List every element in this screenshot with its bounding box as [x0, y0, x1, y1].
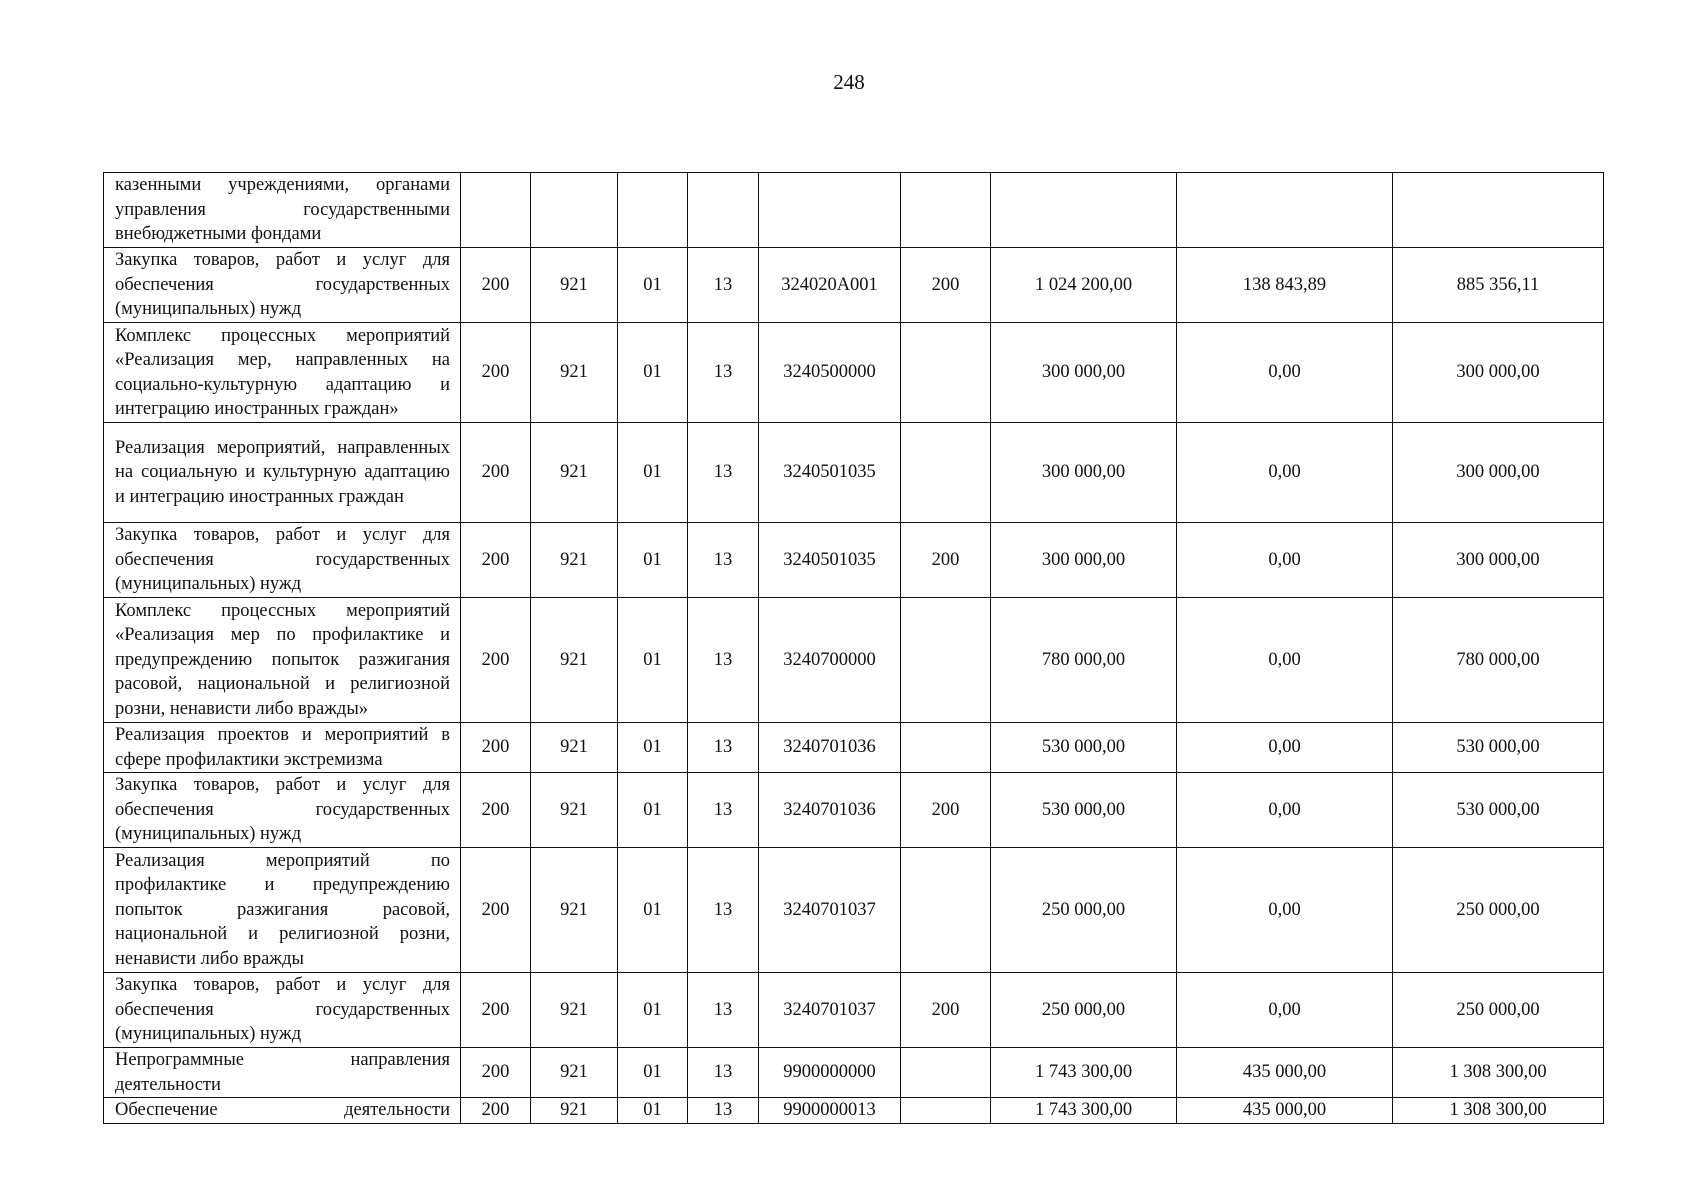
expense-type-cell: 200	[901, 973, 991, 1048]
expense-type-cell	[901, 1098, 991, 1124]
admin-code-cell: 921	[531, 973, 618, 1048]
table-row	[104, 598, 1604, 723]
amount-executed-cell: 0,00	[1177, 523, 1393, 598]
admin-code-cell: 921	[531, 848, 618, 973]
table-row	[104, 973, 1604, 1048]
amount-planned-cell: 780 000,00	[991, 598, 1177, 723]
item-name-cell: Закупка товаров, работ и услуг для обеспечения государственных (муниципальных) нужд	[104, 523, 461, 598]
section-code-cell: 01	[618, 973, 688, 1048]
target-article-cell: 3240701037	[759, 973, 901, 1048]
amount-executed-cell: 0,00	[1177, 848, 1393, 973]
amount-planned-cell: 300 000,00	[991, 523, 1177, 598]
subsection-code-cell: 13	[688, 1048, 759, 1098]
amount-remaining-cell	[1393, 173, 1604, 248]
item-name-cell: Реализация мероприятий, направленных на социальную и культурную адаптацию и интеграцию иностранных граждан	[104, 423, 461, 523]
amount-executed-cell: 0,00	[1177, 598, 1393, 723]
amount-remaining-cell: 885 356,11	[1393, 248, 1604, 323]
expense-type-cell	[901, 173, 991, 248]
amount-planned-cell: 300 000,00	[991, 423, 1177, 523]
expense-type-cell	[901, 323, 991, 423]
section-code-cell: 01	[618, 723, 688, 773]
subsection-code-cell: 13	[688, 723, 759, 773]
section-code-cell: 01	[618, 1098, 688, 1124]
ppp-code-cell: 200	[461, 323, 531, 423]
ppp-code-cell: 200	[461, 523, 531, 598]
item-name-cell: Закупка товаров, работ и услуг для обеспечения государственных (муниципальных) нужд	[104, 248, 461, 323]
amount-planned-cell: 1 024 200,00	[991, 248, 1177, 323]
table-row	[104, 848, 1604, 973]
amount-planned-cell: 250 000,00	[991, 973, 1177, 1048]
admin-code-cell: 921	[531, 523, 618, 598]
item-name-cell: Обеспечение деятельности	[104, 1098, 461, 1124]
amount-planned-cell: 530 000,00	[991, 773, 1177, 848]
expense-type-cell: 200	[901, 248, 991, 323]
section-code-cell: 01	[618, 598, 688, 723]
amount-remaining-cell: 530 000,00	[1393, 773, 1604, 848]
target-article-cell: 3240501035	[759, 423, 901, 523]
amount-remaining-cell: 300 000,00	[1393, 523, 1604, 598]
admin-code-cell	[531, 173, 618, 248]
target-article-cell: 3240701037	[759, 848, 901, 973]
amount-remaining-cell: 530 000,00	[1393, 723, 1604, 773]
admin-code-cell: 921	[531, 1048, 618, 1098]
table-row	[104, 723, 1604, 773]
table-row	[104, 423, 1604, 523]
ppp-code-cell: 200	[461, 723, 531, 773]
amount-planned-cell: 530 000,00	[991, 723, 1177, 773]
table-row	[104, 1098, 1604, 1124]
target-article-cell	[759, 173, 901, 248]
item-name-cell: Реализация проектов и мероприятий в сфере профилактики экстремизма	[104, 723, 461, 773]
admin-code-cell: 921	[531, 598, 618, 723]
section-code-cell: 01	[618, 323, 688, 423]
admin-code-cell: 921	[531, 423, 618, 523]
expense-type-cell: 200	[901, 773, 991, 848]
ppp-code-cell	[461, 173, 531, 248]
target-article-cell: 3240700000	[759, 598, 901, 723]
table-body	[104, 173, 1604, 1124]
amount-remaining-cell: 780 000,00	[1393, 598, 1604, 723]
ppp-code-cell: 200	[461, 248, 531, 323]
table-row	[104, 1048, 1604, 1098]
amount-remaining-cell: 1 308 300,00	[1393, 1048, 1604, 1098]
amount-planned-cell: 1 743 300,00	[991, 1098, 1177, 1124]
ppp-code-cell: 200	[461, 598, 531, 723]
table-row	[104, 248, 1604, 323]
target-article-cell: 9900000000	[759, 1048, 901, 1098]
amount-planned-cell	[991, 173, 1177, 248]
target-article-cell: 9900000013	[759, 1098, 901, 1124]
admin-code-cell: 921	[531, 723, 618, 773]
amount-executed-cell: 435 000,00	[1177, 1098, 1393, 1124]
table-row	[104, 173, 1604, 248]
amount-remaining-cell: 250 000,00	[1393, 848, 1604, 973]
section-code-cell: 01	[618, 773, 688, 848]
amount-remaining-cell: 250 000,00	[1393, 973, 1604, 1048]
expense-type-cell	[901, 723, 991, 773]
amount-executed-cell	[1177, 173, 1393, 248]
expense-type-cell	[901, 423, 991, 523]
admin-code-cell: 921	[531, 323, 618, 423]
amount-planned-cell: 300 000,00	[991, 323, 1177, 423]
budget-table	[103, 172, 1604, 1124]
admin-code-cell: 921	[531, 248, 618, 323]
ppp-code-cell: 200	[461, 1048, 531, 1098]
amount-executed-cell: 0,00	[1177, 973, 1393, 1048]
ppp-code-cell: 200	[461, 423, 531, 523]
ppp-code-cell: 200	[461, 848, 531, 973]
amount-executed-cell: 0,00	[1177, 323, 1393, 423]
table-row	[104, 323, 1604, 423]
amount-executed-cell: 0,00	[1177, 423, 1393, 523]
admin-code-cell: 921	[531, 1098, 618, 1124]
page-number: 248	[833, 70, 865, 94]
section-code-cell: 01	[618, 523, 688, 598]
amount-executed-cell: 0,00	[1177, 773, 1393, 848]
amount-remaining-cell: 300 000,00	[1393, 423, 1604, 523]
expense-type-cell	[901, 1048, 991, 1098]
amount-executed-cell: 0,00	[1177, 723, 1393, 773]
expense-type-cell: 200	[901, 523, 991, 598]
target-article-cell: 3240500000	[759, 323, 901, 423]
subsection-code-cell: 13	[688, 523, 759, 598]
item-name-cell: Непрограммные направления деятельности	[104, 1048, 461, 1098]
section-code-cell	[618, 173, 688, 248]
item-name-cell: казенными учреждениями, органами управления государственными внебюджетными фондами	[104, 173, 461, 248]
section-code-cell: 01	[618, 423, 688, 523]
subsection-code-cell: 13	[688, 248, 759, 323]
amount-planned-cell: 1 743 300,00	[991, 1048, 1177, 1098]
expense-type-cell	[901, 848, 991, 973]
target-article-cell: 3240501035	[759, 523, 901, 598]
section-code-cell: 01	[618, 248, 688, 323]
item-name-cell: Закупка товаров, работ и услуг для обеспечения государственных (муниципальных) нужд	[104, 773, 461, 848]
item-name-cell: Комплекс процессных мероприятий «Реализация мер, направленных на социально-культурную адаптацию и интеграцию иностранных граждан»	[104, 323, 461, 423]
admin-code-cell: 921	[531, 773, 618, 848]
amount-remaining-cell: 1 308 300,00	[1393, 1098, 1604, 1124]
section-code-cell: 01	[618, 848, 688, 973]
amount-planned-cell: 250 000,00	[991, 848, 1177, 973]
target-article-cell: 3240701036	[759, 723, 901, 773]
table-row	[104, 773, 1604, 848]
subsection-code-cell	[688, 173, 759, 248]
subsection-code-cell: 13	[688, 973, 759, 1048]
ppp-code-cell: 200	[461, 973, 531, 1048]
subsection-code-cell: 13	[688, 1098, 759, 1124]
amount-remaining-cell: 300 000,00	[1393, 323, 1604, 423]
item-name-cell: Закупка товаров, работ и услуг для обеспечения государственных (муниципальных) нужд	[104, 973, 461, 1048]
section-code-cell: 01	[618, 1048, 688, 1098]
ppp-code-cell: 200	[461, 1098, 531, 1124]
subsection-code-cell: 13	[688, 423, 759, 523]
subsection-code-cell: 13	[688, 323, 759, 423]
subsection-code-cell: 13	[688, 773, 759, 848]
ppp-code-cell: 200	[461, 773, 531, 848]
item-name-cell: Реализация мероприятий по профилактике и предупреждению попыток разжигания расовой, национальной и религиозной розни, ненависти либо вражды	[104, 848, 461, 973]
amount-executed-cell: 138 843,89	[1177, 248, 1393, 323]
target-article-cell: 324020А001	[759, 248, 901, 323]
subsection-code-cell: 13	[688, 848, 759, 973]
item-name-cell: Комплекс процессных мероприятий «Реализация мер по профилактике и предупреждению попыток разжигания расовой, национальной и религиозной розни, ненависти либо вражды»	[104, 598, 461, 723]
amount-executed-cell: 435 000,00	[1177, 1048, 1393, 1098]
subsection-code-cell: 13	[688, 598, 759, 723]
table-row	[104, 523, 1604, 598]
expense-type-cell	[901, 598, 991, 723]
target-article-cell: 3240701036	[759, 773, 901, 848]
